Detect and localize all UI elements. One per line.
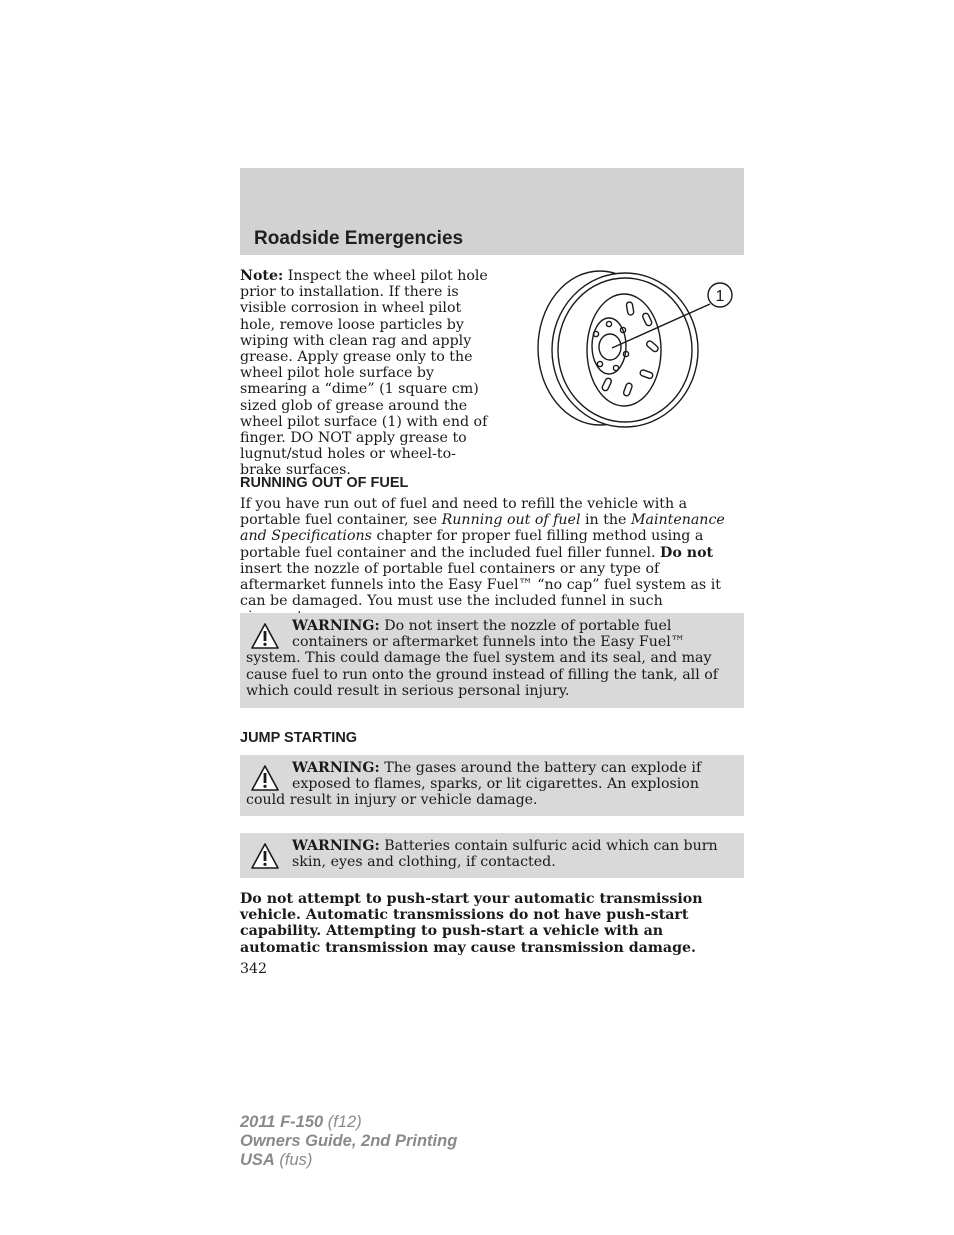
warning-triangle-icon: [250, 842, 280, 870]
battery-acid-warning-box: [240, 833, 744, 878]
wheel-illustration: [530, 268, 744, 440]
fuel-heading: RUNNING OUT OF FUEL: [240, 475, 409, 491]
footer-model-code: (f12): [323, 1113, 362, 1131]
fuel-do-not: Do not: [660, 544, 714, 561]
footer-region-code: (fus): [274, 1151, 313, 1169]
warning-label: WARNING:: [292, 838, 380, 854]
fuel-paragraph: [240, 496, 744, 626]
note-label: Note:: [240, 268, 284, 284]
callout-number: 1: [715, 288, 725, 305]
fuel-text-2: in the: [580, 512, 631, 529]
warning-text: The gases around the battery can explode if exposed to flames, sparks, or lit cigarettes. An explosion could result in injury or vehicle damage.: [246, 760, 702, 809]
fuel-text-3: chapter for proper fuel filling method using a portable fuel container and the included fuel filler funnel.: [240, 528, 704, 561]
warning-text: Do not insert the nozzle of portable fuel containers or aftermarket funnels into the Easy Fuel™ system. This could damage the fuel system and its seal, and may cause fuel to run onto the ground instead of filling the tank, all of which could result in serious personal injury.: [246, 618, 719, 699]
fuel-ref-maintenance: Maintenance and Specifications: [240, 512, 725, 545]
footer-model: 2011 F-150: [240, 1113, 324, 1131]
page-number: 342: [240, 961, 268, 977]
push-start-caution: Do not attempt to push-start your automatic transmission vehicle. Automatic transmissions do not have push-start capability. Attempting to push-start a vehicle with an automatic transmission may cause transmission damage.: [240, 891, 703, 956]
fuel-text-1: If you have run out of fuel and need to refill the vehicle with a portable fuel container, see: [240, 496, 688, 529]
fuel-ref-running-out: Running out of fuel: [441, 512, 581, 529]
warning-triangle-icon: [250, 622, 280, 650]
tire-front-rim: [552, 273, 698, 427]
section-title: Roadside Emergencies: [254, 228, 464, 249]
warning-text: Batteries contain sulfuric acid which can burn skin, eyes and clothing, if contacted.: [292, 838, 718, 871]
battery-gas-warning-box: [240, 755, 744, 816]
fuel-warning-box: [240, 613, 744, 708]
warning-label: WARNING:: [292, 760, 380, 776]
warning-label: WARNING:: [292, 618, 380, 634]
pilot-hole: [599, 334, 621, 360]
footer-region: USA: [240, 1151, 275, 1169]
fuel-text-4: insert the nozzle of portable fuel containers or any type of aftermarket funnels into the Easy Fuel™ “no cap” fuel system as it can be damaged. You must use the included funnel in such: [240, 560, 721, 610]
pilot-hole-note: [240, 268, 495, 479]
document-footer: [240, 1113, 457, 1170]
note-text: Inspect the wheel pilot hole prior to installation. If there is visible corrosion in wheel pilot hole, remove loose particles by wiping with clean rag and apply grease. Apply grease only to the wheel pilot hole surface by smearing a “dime” (1 square cm) sized glob of grease around the wheel pilot surface (1) with end of finger. DO NOT apply grease to lugnut/stud holes or wheel-to-brake surfaces.: [240, 268, 488, 479]
footer-printing: Owners Guide, 2nd Printing: [240, 1132, 458, 1150]
jump-heading: JUMP STARTING: [240, 730, 358, 746]
warning-triangle-icon: [250, 764, 280, 792]
